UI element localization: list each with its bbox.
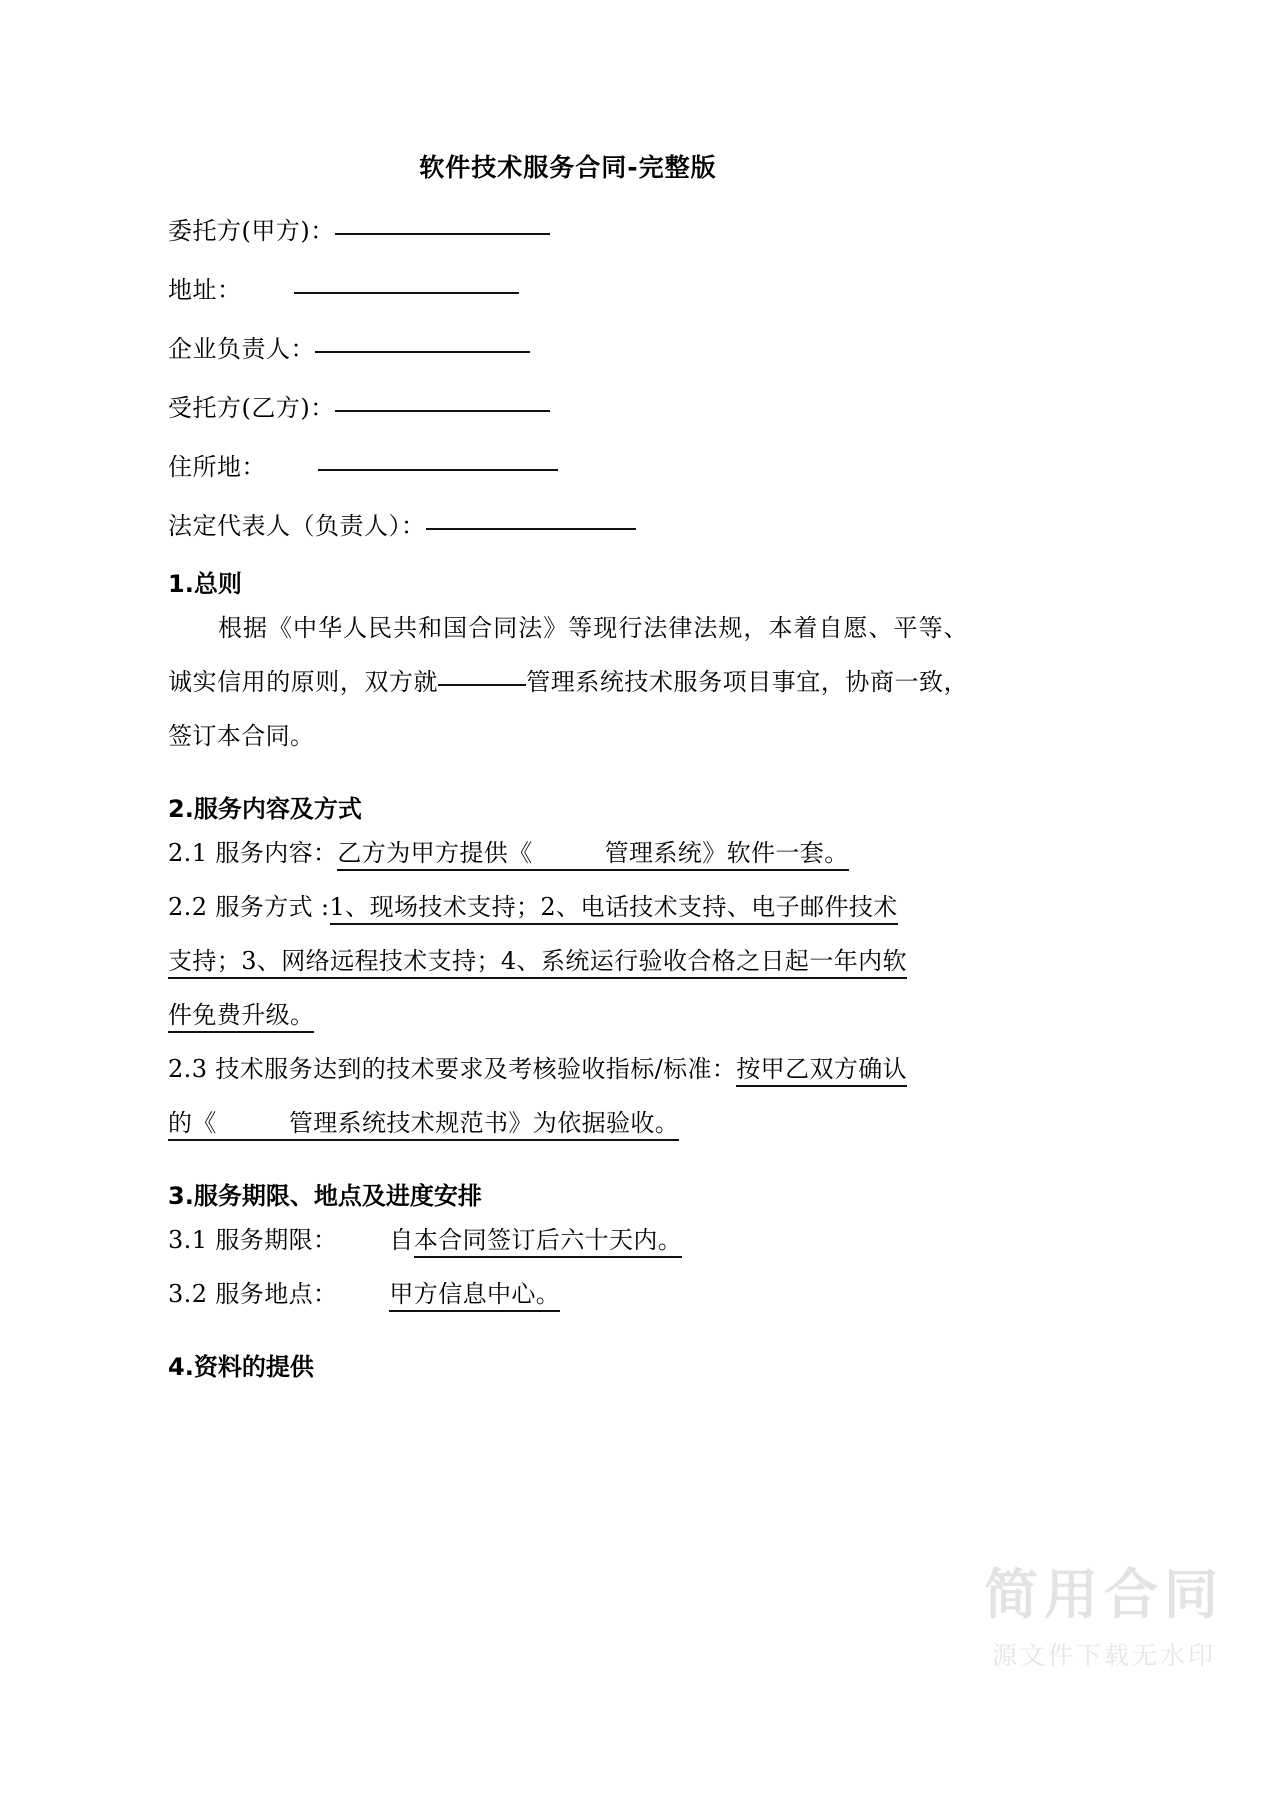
item-2-3-value-a[interactable]: 按甲乙双方确认: [736, 1055, 907, 1087]
item-2-2-value-line3[interactable]: 件免费升级。: [168, 1001, 314, 1033]
field-blank-entrusting-party[interactable]: [335, 216, 550, 235]
section-1-text-d: 协商一致，签订本合同。: [168, 668, 969, 750]
item-2-1-label: 2.1 服务内容：: [168, 839, 338, 867]
field-blank-legal-representative[interactable]: [426, 511, 636, 530]
item-3-1: [168, 1213, 968, 1267]
field-row-legal-representative: [168, 479, 968, 538]
item-2-1: [168, 826, 968, 880]
item-2-2: [168, 880, 968, 1042]
field-row-enterprise-manager: [168, 302, 968, 361]
item-2-3-label: 2.3 技术服务达到的技术要求及考核验收指标/标准：: [168, 1055, 737, 1083]
item-2-3: [168, 1042, 968, 1150]
field-blank-address[interactable]: [294, 275, 519, 294]
section-1-text-b: 等、诚实信用的原则，双方就: [168, 614, 968, 696]
field-label: 受托方(乙方)：: [168, 394, 335, 422]
item-2-3-value-c: 管理系统技术规范书》为依据验收。: [288, 1109, 680, 1137]
item-3-2-value[interactable]: 甲方信息中心。: [389, 1280, 560, 1312]
item-2-3-value-b: 的《: [168, 1109, 217, 1137]
field-label: 法定代表人（负责人）：: [168, 512, 426, 540]
item-3-1-prefix: 自: [389, 1226, 414, 1254]
item-3-2: [168, 1267, 968, 1321]
field-row-entrusting-party: [168, 184, 968, 243]
item-2-1-value-a: 乙方为甲方提供《: [337, 839, 533, 867]
field-blank-entrusted-party[interactable]: [335, 393, 550, 412]
field-label: 地址：: [168, 276, 242, 304]
field-label: 企业负责人：: [168, 335, 315, 363]
field-blank-residence[interactable]: [318, 452, 558, 471]
item-2-1-value-b: 管理系统》软件一套。: [604, 839, 849, 867]
field-row-address: [168, 243, 968, 302]
field-row-residence: [168, 420, 968, 479]
section-heading-4: 4.资料的提供: [168, 1353, 314, 1381]
item-3-2-label: 3.2 服务地点：: [168, 1280, 338, 1308]
document-body: [168, 0, 968, 1384]
section-1-text-c: 管理系统技术服务项目事宜，: [526, 668, 846, 696]
field-label: 住所地：: [168, 453, 266, 481]
field-row-entrusted-party: [168, 361, 968, 420]
section-1-paragraph: [168, 601, 968, 763]
item-2-2-value-line1[interactable]: 1、现场技术支持；2、电话技术支持、电子邮件技术: [330, 893, 898, 925]
section-1-text-a: 根据《中华人民共和国合同法》等现行法律法规，本着自愿、平: [218, 614, 919, 642]
section-heading-2: 2.服务内容及方式: [168, 795, 362, 823]
watermark-sub-text: 源文件下载无水印: [991, 1641, 1216, 1670]
watermark-main-text: 简用合同: [984, 1563, 1224, 1627]
page-title: 软件技术服务合同-完整版: [419, 153, 717, 182]
item-2-1-value[interactable]: [337, 839, 848, 871]
item-2-2-value-line2[interactable]: 支持；3、网络远程技术支持；4、系统运行验收合格之日起一年内软: [168, 947, 907, 979]
section-1-blank[interactable]: [438, 669, 526, 686]
watermark: [984, 1563, 1224, 1672]
field-label: 委托方(甲方)：: [168, 217, 335, 245]
item-3-1-label: 3.1 服务期限：: [168, 1226, 338, 1254]
field-blank-enterprise-manager[interactable]: [315, 334, 530, 353]
item-3-1-value[interactable]: 本合同签订后六十天内。: [414, 1226, 682, 1258]
section-heading-1: 1.总则: [168, 570, 242, 598]
item-2-3-value-line2[interactable]: [168, 1109, 679, 1141]
section-heading-3: 3.服务期限、地点及进度安排: [168, 1182, 482, 1210]
item-2-2-label: 2.2 服务方式 :: [168, 893, 330, 921]
